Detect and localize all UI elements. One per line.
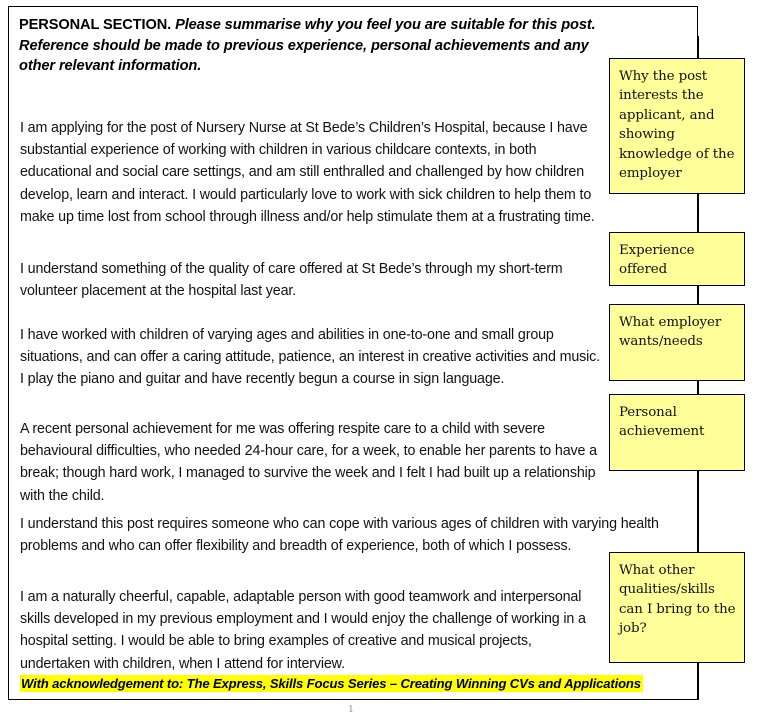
annotation-callout: What employer wants/needs: [609, 304, 745, 381]
callout-connector-line: [697, 284, 699, 306]
annotation-callout: Why the post interests the applicant, and showing knowledge of the employer: [609, 58, 745, 194]
body-paragraph: I understand something of the quality of care offered at St Bede’s through my short-term volunteer placement at the hospital last year.: [20, 261, 563, 300]
callout-connector-line: [697, 36, 699, 60]
page-number: 1: [348, 703, 354, 715]
annotation-callout: Personal achievement: [609, 394, 745, 471]
section-heading-instruction: Please summarise why you feel you are suitable for this post. Reference should be made to previous experience, personal achievements and any other relevant information.: [19, 17, 596, 75]
page-title: [19, 15, 614, 77]
body-paragraph: I have worked with children of varying ages and abilities in one-to-one and small group situations, and can offer a caring attitude, patience, an interest in creative activities and music. I play the piano and guitar and have recently begun a course in sign language.: [20, 327, 600, 388]
annotation-callout: Experience offered: [609, 232, 745, 286]
body-paragraph: I am applying for the post of Nursery Nurse at St Bede’s Children’s Hospital, because I have substantial experience of working with children in various childcare contexts, in both educational and social care settings, and am still enthralled and challenged by how children develop, learn and interact. I would particularly love to work with sick children to help them to make up time lost from school through illness and/or help stimulate them at a frustrating time.: [20, 120, 595, 225]
callout-connector-line: [697, 469, 699, 554]
callout-connector-line: [697, 192, 699, 234]
body-paragraph: I am a naturally cheerful, capable, adaptable person with good teamwork and interpersonal skills developed in my previous employment and I would enjoy the challenge of working in a hospital setting. I would be able to bring examples of creative and musical projects, undertaken with children, when I attend for interview.: [20, 589, 586, 672]
annotation-callout: What other qualities/skills can I bring to the job?: [609, 552, 745, 663]
body-paragraph: I understand this post requires someone who can cope with various ages of children with varying health problems and who can offer flexibility and breadth of experience, both of which I possess.: [20, 516, 659, 555]
acknowledgement-note: [20, 675, 643, 693]
acknowledgement-text: With acknowledgement to: The Express, Skills Focus Series – Creating Winning CVs and Applications: [21, 676, 641, 691]
callout-connector-line: [697, 661, 699, 700]
body-paragraph: A recent personal achievement for me was offering respite care to a child with severe behavioural difficulties, who needed 24-hour care, for a week, to enable her parents to have a break; though hard work, I managed to survive the week and I felt I had built up a relationship with the child.: [20, 421, 597, 504]
form-section-panel: [8, 6, 698, 700]
section-heading-label: PERSONAL SECTION.: [19, 17, 172, 33]
